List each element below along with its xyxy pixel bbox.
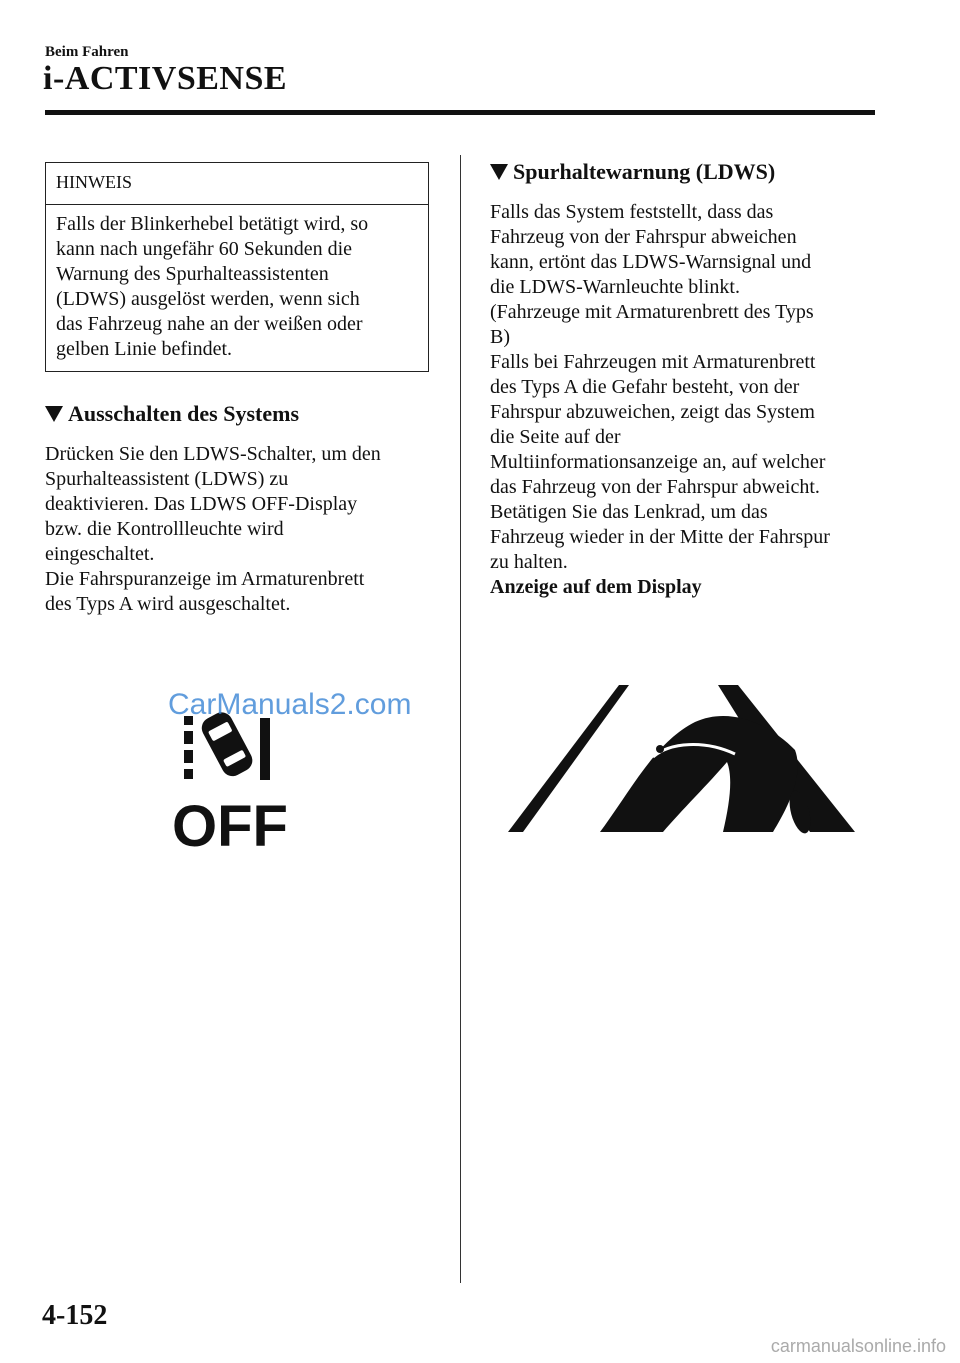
- body-line: (Fahrzeuge mit Armaturenbrett des Typs: [490, 301, 814, 323]
- note-text: [46, 205, 428, 362]
- lane-departure-display-icon: [505, 682, 860, 837]
- body-line: B): [490, 326, 510, 348]
- body-line: Fahrspur abzuweichen, zeigt das System: [490, 401, 815, 423]
- triangle-bullet-icon: [490, 164, 508, 180]
- triangle-bullet-icon: [45, 406, 63, 422]
- note-label: HINWEIS: [46, 163, 428, 205]
- body-line: Fahrzeug wieder in der Mitte der Fahrspur: [490, 526, 830, 548]
- section-label: Beim Fahren: [45, 44, 129, 60]
- lane-warning-text: [490, 200, 882, 600]
- body-line: Spurhalteassistent (LDWS) zu: [45, 468, 289, 490]
- display-subheading: Anzeige auf dem Display: [490, 576, 702, 598]
- body-line: Fahrzeug von der Fahrspur abweichen: [490, 226, 797, 248]
- body-line: die LDWS-Warnleuchte blinkt.: [490, 276, 740, 298]
- ldws-off-icon: [168, 706, 288, 851]
- page-number: 4-152: [42, 1300, 108, 1331]
- heading-lane-warning: [490, 159, 775, 185]
- body-line: die Seite auf der: [490, 426, 621, 448]
- note-line: Falls der Blinkerhebel betätigt wird, so: [56, 213, 369, 235]
- body-line: Multiinformationsanzeige an, auf welcher: [490, 451, 826, 473]
- note-line: gelben Linie befindet.: [56, 338, 233, 360]
- body-line: zu halten.: [490, 551, 568, 573]
- note-box: [45, 162, 429, 372]
- body-line: Drücken Sie den LDWS-Schalter, um den: [45, 443, 381, 465]
- header-rule: [45, 110, 875, 115]
- body-line: Falls das System feststellt, dass das: [490, 201, 774, 223]
- note-line: kann nach ungefähr 60 Sekunden die: [56, 238, 353, 260]
- heading-disable-system: [45, 401, 299, 427]
- off-label: OFF: [172, 794, 288, 851]
- body-line: bzw. die Kontrollleuchte wird: [45, 518, 284, 540]
- chapter-title: i-ACTIVSENSE: [43, 60, 288, 97]
- body-line: kann, ertönt das LDWS-Warnsignal und: [490, 251, 812, 273]
- body-line: Betätigen Sie das Lenkrad, um das: [490, 501, 768, 523]
- note-line: das Fahrzeug nahe an der weißen oder: [56, 313, 363, 335]
- disable-system-text: [45, 442, 445, 617]
- footer-watermark: carmanualsonline.info: [770, 1336, 946, 1356]
- heading-text: Spurhaltewarnung (LDWS): [513, 159, 776, 184]
- body-line: deaktivieren. Das LDWS OFF-Display: [45, 493, 358, 515]
- watermark: CarManuals2.com: [168, 688, 412, 721]
- body-line: eingeschaltet.: [45, 543, 155, 565]
- body-line: Falls bei Fahrzeugen mit Armaturenbrett: [490, 351, 816, 373]
- heading-text: Ausschalten des Systems: [68, 401, 300, 426]
- body-line: Die Fahrspuranzeige im Armaturenbrett: [45, 568, 365, 590]
- body-line: des Typs A die Gefahr besteht, von der: [490, 376, 800, 398]
- note-line: Warnung des Spurhalteassistenten: [56, 263, 329, 285]
- body-line: des Typs A wird ausgeschaltet.: [45, 593, 291, 615]
- body-line: das Fahrzeug von der Fahrspur abweicht.: [490, 476, 820, 498]
- column-divider: [460, 155, 461, 1283]
- note-line: (LDWS) ausgelöst werden, wenn sich: [56, 288, 360, 310]
